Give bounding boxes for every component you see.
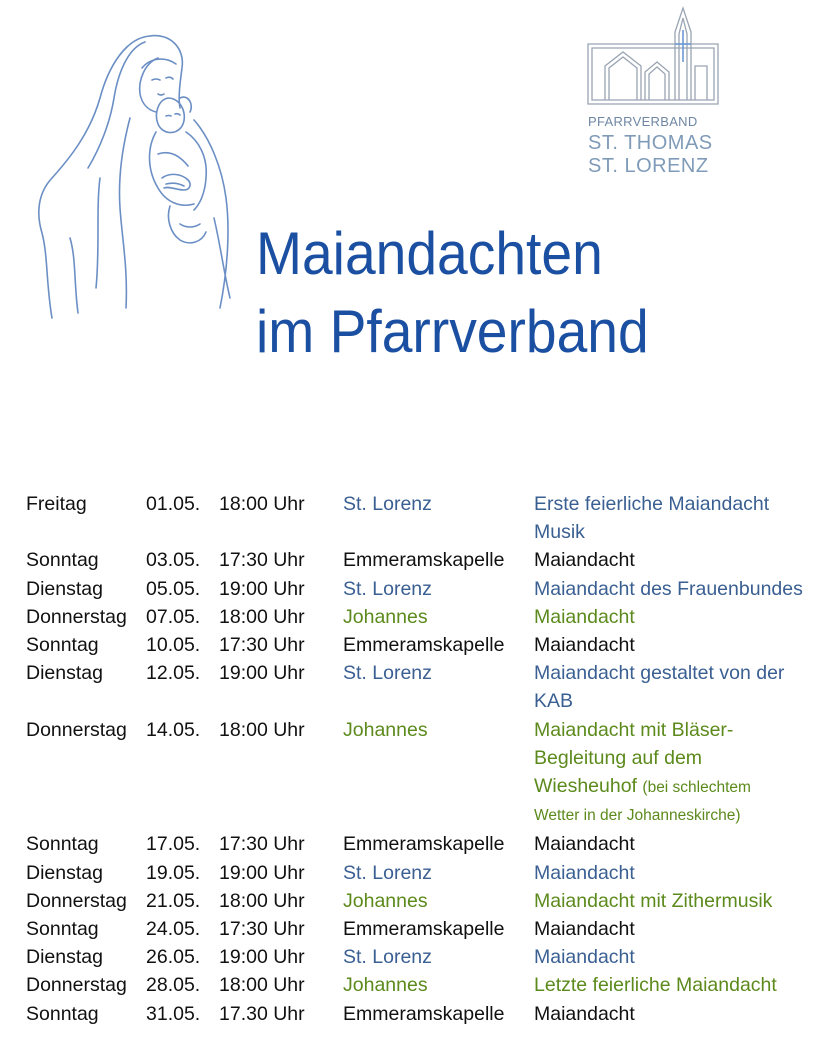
schedule-place: Emmeramskapelle — [343, 1002, 505, 1025]
schedule-row — [26, 887, 826, 915]
schedule-time: 18:00 Uhr — [219, 889, 305, 912]
event-line — [534, 915, 824, 943]
event-line — [534, 659, 824, 687]
event-line-text: Maiandacht mit Bläser- — [534, 718, 734, 741]
schedule-place: Emmeramskapelle — [343, 918, 505, 941]
schedule-time: 19:00 Uhr — [219, 946, 305, 969]
schedule-event — [534, 915, 824, 943]
event-line — [534, 687, 824, 715]
schedule-day: Dienstag — [26, 662, 103, 685]
schedule-time: 17:30 Uhr — [219, 833, 305, 856]
schedule-place: St. Lorenz — [343, 493, 432, 515]
schedule-row — [26, 631, 826, 659]
schedule-place: Johannes — [343, 718, 428, 741]
schedule-date: 19.05. — [146, 861, 201, 884]
schedule-date: 10.05. — [146, 634, 201, 657]
schedule-date: 28.05. — [146, 974, 201, 997]
event-line — [534, 575, 824, 603]
schedule-event — [534, 546, 824, 574]
schedule-event — [534, 716, 824, 831]
event-line — [534, 546, 824, 574]
event-line-text: Maiandacht — [534, 861, 635, 884]
event-line-text: Letzte feierliche Maiandacht — [534, 974, 777, 997]
schedule-day: Donnerstag — [26, 605, 127, 628]
event-line — [534, 772, 824, 802]
event-line — [534, 859, 824, 887]
schedule-place: Johannes — [343, 605, 428, 628]
event-line — [534, 887, 824, 915]
event-note-line: Wetter in der Johanneskirche) — [534, 807, 741, 825]
schedule-place: St. Lorenz — [343, 662, 432, 685]
event-line — [534, 716, 824, 744]
schedule-time: 17.30 Uhr — [219, 1002, 305, 1025]
schedule-day: Dienstag — [26, 577, 103, 600]
schedule-row — [26, 716, 826, 831]
schedule-day: Dienstag — [26, 946, 103, 969]
schedule-event — [534, 490, 824, 546]
schedule-row — [26, 859, 826, 887]
schedule-row — [26, 603, 826, 631]
logo-line-3: ST. LORENZ — [588, 155, 709, 177]
schedule-place: Johannes — [343, 974, 428, 997]
schedule-row — [26, 490, 826, 546]
event-line — [534, 518, 824, 546]
event-line — [534, 490, 824, 518]
schedule-time: 18:00 Uhr — [219, 605, 305, 628]
schedule-date: 12.05. — [146, 662, 201, 685]
event-line-text: Maiandacht — [534, 833, 635, 856]
schedule-day: Dienstag — [26, 861, 103, 884]
schedule-event — [534, 603, 824, 631]
schedule-row — [26, 830, 826, 858]
schedule-row — [26, 546, 826, 574]
schedule-date: 14.05. — [146, 718, 201, 741]
event-line-text: Maiandacht — [534, 605, 635, 628]
schedule-event — [534, 887, 824, 915]
schedule-event — [534, 1000, 824, 1028]
title-line-1: Maiandachten — [256, 220, 603, 287]
schedule-place: St. Lorenz — [343, 577, 432, 600]
schedule-row — [26, 943, 826, 971]
schedule-date: 26.05. — [146, 946, 201, 969]
event-line — [534, 631, 824, 659]
schedule-place: Emmeramskapelle — [343, 833, 505, 856]
event-line-text: Maiandacht mit Zithermusik — [534, 889, 773, 912]
schedule-event — [534, 575, 824, 603]
schedule-time: 18:00 Uhr — [219, 718, 305, 741]
page-title — [256, 215, 649, 371]
event-line-text: Maiandacht — [534, 549, 635, 572]
event-line — [534, 603, 824, 631]
schedule-event — [534, 859, 824, 887]
schedule-time: 17:30 Uhr — [219, 918, 305, 941]
schedule-time: 19:00 Uhr — [219, 577, 305, 600]
event-line — [534, 943, 824, 971]
schedule-day: Sonntag — [26, 1002, 99, 1025]
schedule-place: St. Lorenz — [343, 946, 432, 969]
event-line-text: Begleitung auf dem — [534, 746, 703, 769]
event-line-text: Maiandacht — [534, 918, 635, 941]
event-line-text: Erste feierliche Maiandacht — [534, 493, 770, 515]
schedule-date: 03.05. — [146, 549, 201, 572]
schedule-event — [534, 971, 824, 999]
schedule-date: 21.05. — [146, 889, 201, 912]
schedule-row — [26, 915, 826, 943]
schedule-date: 31.05. — [146, 1002, 201, 1025]
schedule-event — [534, 631, 824, 659]
schedule-event — [534, 943, 824, 971]
schedule-day: Donnerstag — [26, 718, 127, 741]
schedule-time: 18:00 Uhr — [219, 974, 305, 997]
schedule-date: 17.05. — [146, 833, 201, 856]
event-line-text: Maiandacht — [534, 1002, 635, 1025]
schedule-place: St. Lorenz — [343, 861, 432, 884]
event-note: (bei schlechtem — [642, 779, 751, 797]
schedule-time: 17:30 Uhr — [219, 634, 305, 657]
event-line-text: Maiandacht des Frauenbundes — [534, 577, 803, 600]
schedule-place: Emmeramskapelle — [343, 634, 505, 657]
schedule-place: Johannes — [343, 889, 428, 912]
logo-line-2: ST. THOMAS — [588, 132, 713, 154]
schedule-day: Sonntag — [26, 634, 99, 657]
schedule-date: 24.05. — [146, 918, 201, 941]
schedule-time: 19:00 Uhr — [219, 662, 305, 685]
event-line-text: Maiandacht gestaltet von der — [534, 662, 785, 685]
event-line-text: Wiesheuhof — [534, 775, 637, 798]
title-line-2: im Pfarrverband — [256, 298, 649, 365]
schedule-event — [534, 659, 824, 715]
schedule-day: Donnerstag — [26, 889, 127, 912]
schedule-row — [26, 659, 826, 715]
event-line-text: Maiandacht — [534, 946, 635, 969]
schedule-day: Donnerstag — [26, 974, 127, 997]
event-line-text: Musik — [534, 521, 585, 544]
event-line — [534, 830, 824, 858]
event-line — [534, 1000, 824, 1028]
logo-line-1: PFARRVERBAND — [588, 114, 698, 129]
schedule-date: 05.05. — [146, 577, 201, 600]
schedule-time: 19:00 Uhr — [219, 861, 305, 884]
logo-text — [588, 115, 713, 179]
schedule-day: Sonntag — [26, 833, 99, 856]
schedule-time: 17:30 Uhr — [219, 549, 305, 572]
schedule-date: 07.05. — [146, 605, 201, 628]
schedule-row — [26, 1000, 826, 1028]
schedule-date: 01.05. — [146, 493, 201, 515]
event-line — [534, 744, 824, 772]
schedule-time: 18:00 Uhr — [219, 493, 305, 515]
schedule-table — [26, 490, 826, 1028]
schedule-row — [26, 575, 826, 603]
event-line — [534, 971, 824, 999]
schedule-day: Sonntag — [26, 549, 99, 572]
schedule-row — [26, 971, 826, 999]
madonna-illustration — [30, 28, 245, 328]
schedule-day: Freitag — [26, 493, 87, 515]
event-line-text: KAB — [534, 690, 574, 713]
schedule-day: Sonntag — [26, 918, 99, 941]
schedule-event — [534, 830, 824, 858]
schedule-place: Emmeramskapelle — [343, 549, 505, 572]
event-line-text: Maiandacht — [534, 634, 635, 657]
